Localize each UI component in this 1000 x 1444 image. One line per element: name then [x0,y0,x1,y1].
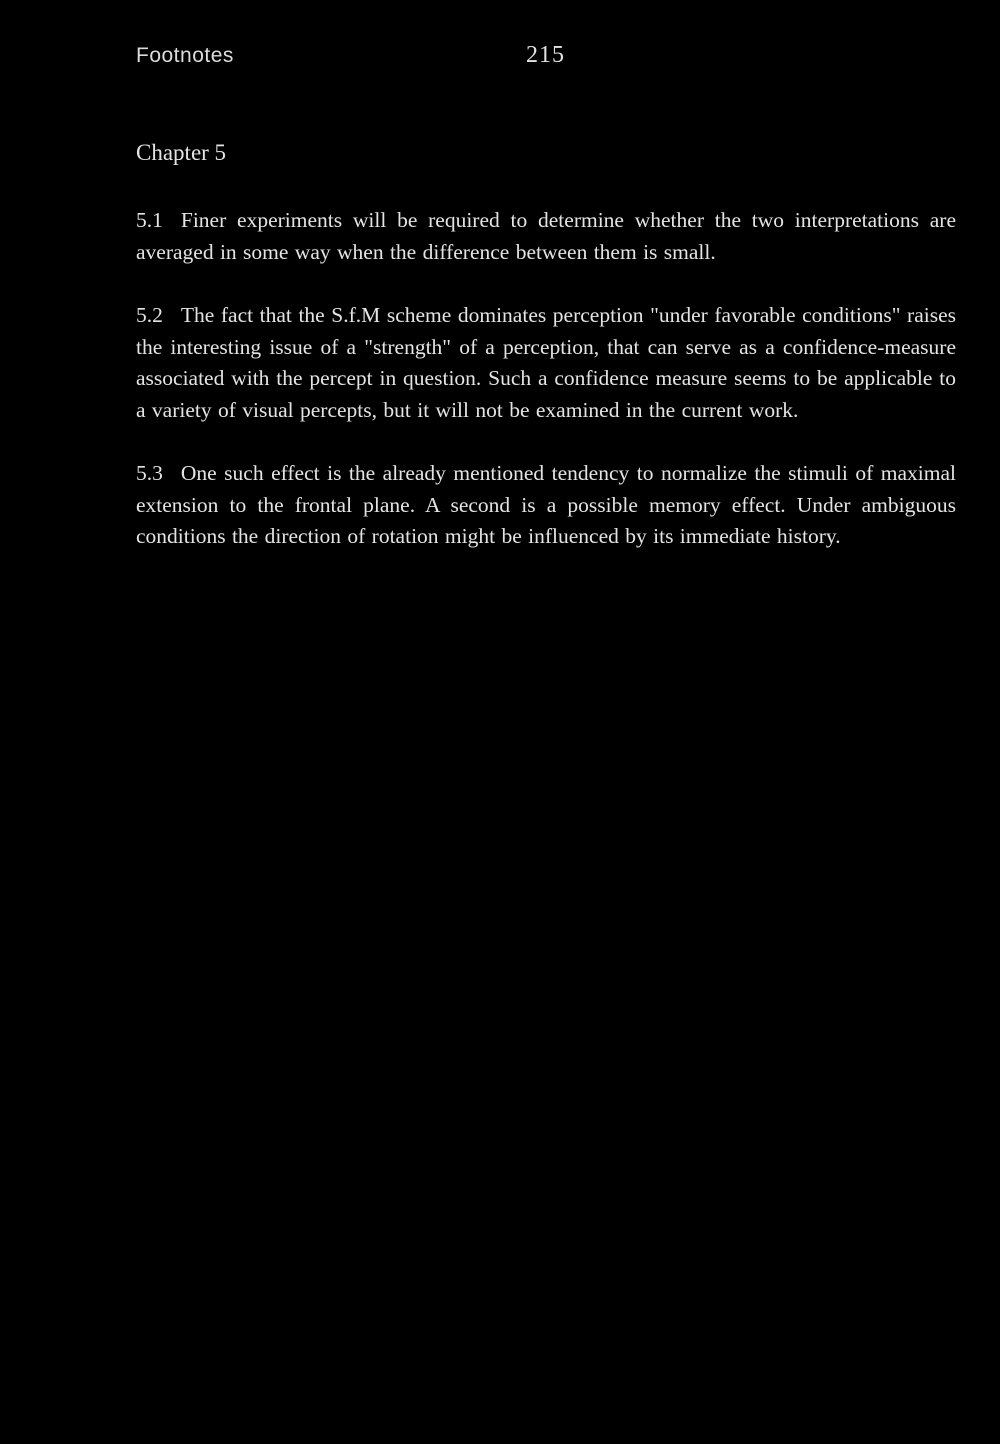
footnote-text: One such effect is the already mentioned tendency to normalize the stimuli of maximal extension to the frontal plane. A second is a possible memory effect. Under ambiguous conditions the direction of rotation might be influenced by its immediate history. [136,461,956,548]
footnote-5-2 [136,300,956,426]
footnote-number: 5.1 [136,208,163,232]
footnote-5-3 [136,458,956,553]
page-header [136,44,956,74]
footnote-text: The fact that the S.f.M scheme dominates perception "under favorable conditions" raises the interesting issue of a "strength" of a perception, that can serve as a confidence-measure associated with the percept in question. Such a confidence measure seems to be applicable to a variety of visual percepts, but it will not be examined in the current work. [136,303,956,422]
page-number: 215 [526,42,565,68]
footnote-5-1 [136,205,956,268]
running-head: Footnotes [136,44,234,67]
chapter-heading: Chapter 5 [136,140,227,165]
footnote-number: 5.2 [136,303,163,327]
footnotes-list [136,205,956,585]
footnote-text: Finer experiments will be required to determine whether the two interpretations are averaged in some way when the difference between them is small. [136,208,956,264]
footnote-number: 5.3 [136,461,163,485]
